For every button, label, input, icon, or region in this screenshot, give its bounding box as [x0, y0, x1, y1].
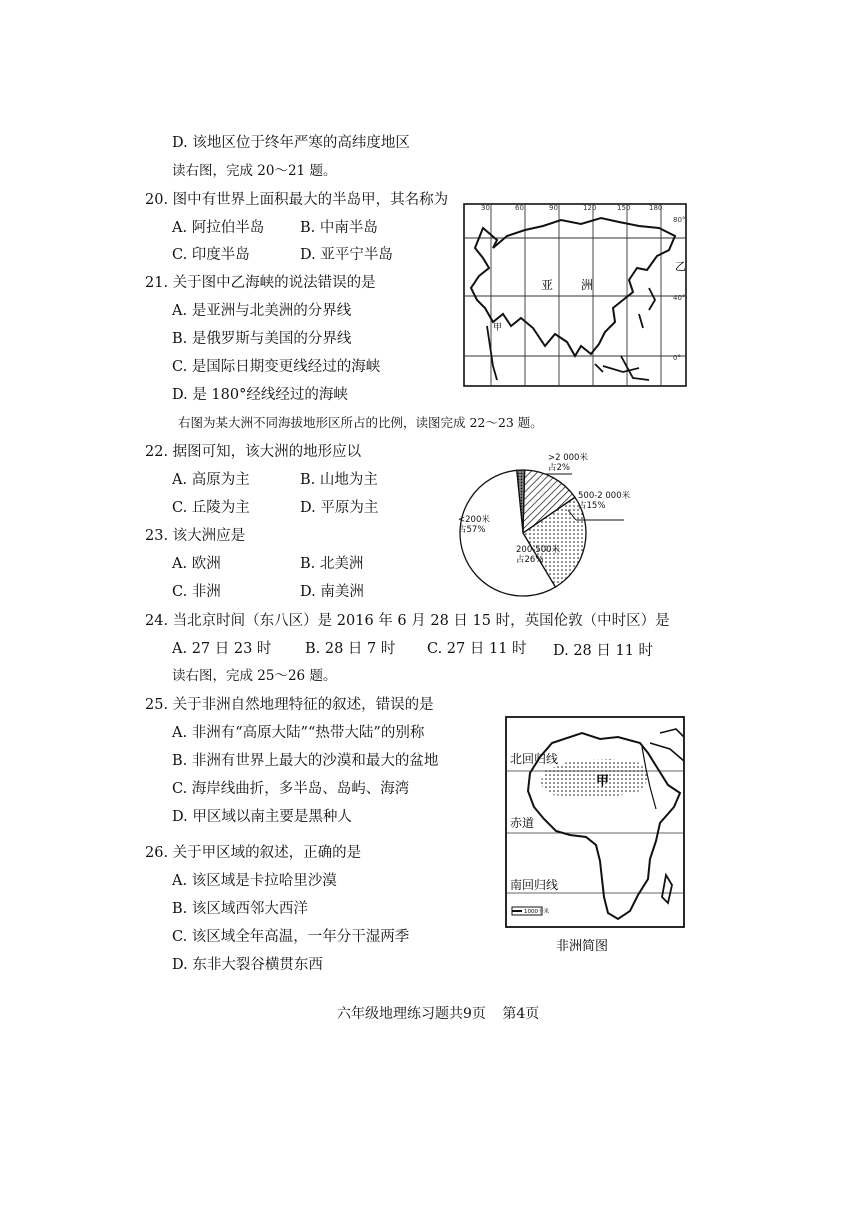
lon-tick-150: 150	[617, 204, 631, 212]
question-24: 24. 当北京时间（东八区）是 2016 年 6 月 28 日 15 时，英国伦敦（中时区）是	[145, 613, 670, 629]
madagascar	[662, 875, 672, 903]
region-jia-label: 甲	[596, 774, 610, 789]
africa-map	[500, 713, 690, 961]
q20-option-a: A. 阿拉伯半岛	[172, 220, 265, 236]
asia-islands	[487, 288, 655, 380]
question-22: 22. 据图可知，该大洲的地形应以	[145, 444, 362, 460]
q26-option-c: C. 该区域全年高温，一年分干湿两季	[172, 929, 410, 945]
q23-option-d: D. 南美洲	[300, 584, 364, 600]
page-footer	[337, 1003, 539, 1023]
lon-tick-60: 60	[515, 204, 524, 212]
lon-tick-180: 180	[649, 204, 663, 212]
lat-tick-80: 80°	[673, 216, 686, 224]
q19-option-d: D. 该地区位于终年严寒的高纬度地区	[172, 135, 410, 151]
pie-label-category-1: 500-2 000米	[578, 491, 631, 501]
note-22-23: 右图为某大洲不同海拔地形区所占的比例，读图完成 22～23 题。	[178, 415, 543, 430]
lon-tick-120: 120	[583, 204, 597, 212]
africa-map-caption: 非洲简图	[556, 939, 609, 954]
q23-option-a: A. 欧洲	[172, 556, 221, 572]
q25-option-d: D. 甲区域以南主要是黑种人	[172, 809, 352, 825]
q21-option-d: D. 是 180°经线经过的海峡	[172, 387, 348, 403]
pie-label-value-2: 占26%	[516, 555, 544, 565]
lat-tick-0: 0°	[673, 354, 681, 362]
lon-tick-30: 30	[481, 204, 490, 212]
q24-option-b: B. 28 日 7 时	[305, 641, 396, 657]
q22-option-b: B. 山地为主	[300, 472, 378, 488]
q22-option-d: D. 平原为主	[300, 500, 379, 516]
scale-text: 1000千米	[524, 909, 549, 915]
strait-yi-label: 乙	[675, 260, 686, 273]
q24-option-a: A. 27 日 23 时	[172, 641, 272, 657]
q25-option-b: B. 非洲有世界上最大的沙漠和最大的盆地	[172, 753, 439, 769]
q23-option-b: B. 北美洲	[300, 556, 364, 572]
peninsula-jia-label: 甲	[493, 323, 503, 333]
arabia-outline	[650, 729, 684, 761]
q24-option-c: C. 27 日 11 时	[427, 641, 527, 657]
tropic-cancer-label: 北回归线	[510, 752, 559, 766]
note-25-26: 读右图，完成 25～26 题。	[172, 668, 337, 684]
pie-label-value-1: 占15%	[578, 501, 606, 511]
q20-option-c: C. 印度半岛	[172, 247, 250, 263]
q20-option-b: B. 中南半岛	[300, 220, 378, 236]
pie-label-category-2: 200-500米	[516, 545, 561, 555]
pie-label-category-3: <200米	[458, 515, 490, 525]
lat-tick-40: 40°	[673, 294, 686, 302]
q25-option-a: A. 非洲有“高原大陆”“热带大陆”的别称	[172, 725, 425, 741]
elevation-pie-chart	[448, 448, 688, 608]
equator-label: 赤道	[510, 816, 535, 830]
asia-label-1: 亚	[541, 278, 554, 292]
question-26: 26. 关于甲区域的叙述，正确的是	[145, 845, 362, 861]
asia-label-2: 洲	[581, 278, 594, 292]
q26-option-a: A. 该区域是卡拉哈里沙漠	[172, 873, 337, 889]
question-23: 23. 该大洲应是	[145, 528, 246, 544]
lon-tick-90: 90	[549, 204, 558, 212]
question-20: 20. 图中有世界上面积最大的半岛甲，其名称为	[145, 192, 449, 208]
q22-option-a: A. 高原为主	[172, 472, 250, 488]
note-20-21: 读右图，完成 20～21 题。	[172, 163, 337, 179]
footer-page-number: 第4页	[502, 1006, 540, 1022]
pie-label-value-0: 占2%	[548, 463, 570, 473]
q21-option-b: B. 是俄罗斯与美国的分界线	[172, 331, 352, 347]
question-25: 25. 关于非洲自然地理特征的叙述，错误的是	[145, 697, 434, 713]
q21-option-c: C. 是国际日期变更线经过的海峡	[172, 359, 381, 375]
asia-outline	[471, 218, 675, 356]
q20-option-d: D. 亚平宁半岛	[300, 247, 393, 263]
pie-label-value-3: 占57%	[458, 525, 486, 535]
tropic-capricorn-label: 南回归线	[510, 878, 559, 892]
footer-page-count: 六年级地理练习题共9页	[337, 1006, 486, 1022]
question-21: 21. 关于图中乙海峡的说法错误的是	[145, 275, 376, 291]
q26-option-b: B. 该区域西邻大西洋	[172, 901, 308, 917]
pie-label-category-0: >2 000米	[548, 453, 588, 463]
q21-option-a: A. 是亚洲与北美洲的分界线	[172, 303, 352, 319]
q26-option-d: D. 东非大裂谷横贯东西	[172, 957, 323, 973]
q25-option-c: C. 海岸线曲折，多半岛、岛屿、海湾	[172, 781, 410, 797]
q24-option-d: D. 28 日 11 时	[553, 643, 654, 659]
asia-map	[463, 196, 688, 388]
q22-option-c: C. 丘陵为主	[172, 500, 250, 516]
q23-option-c: C. 非洲	[172, 584, 221, 600]
